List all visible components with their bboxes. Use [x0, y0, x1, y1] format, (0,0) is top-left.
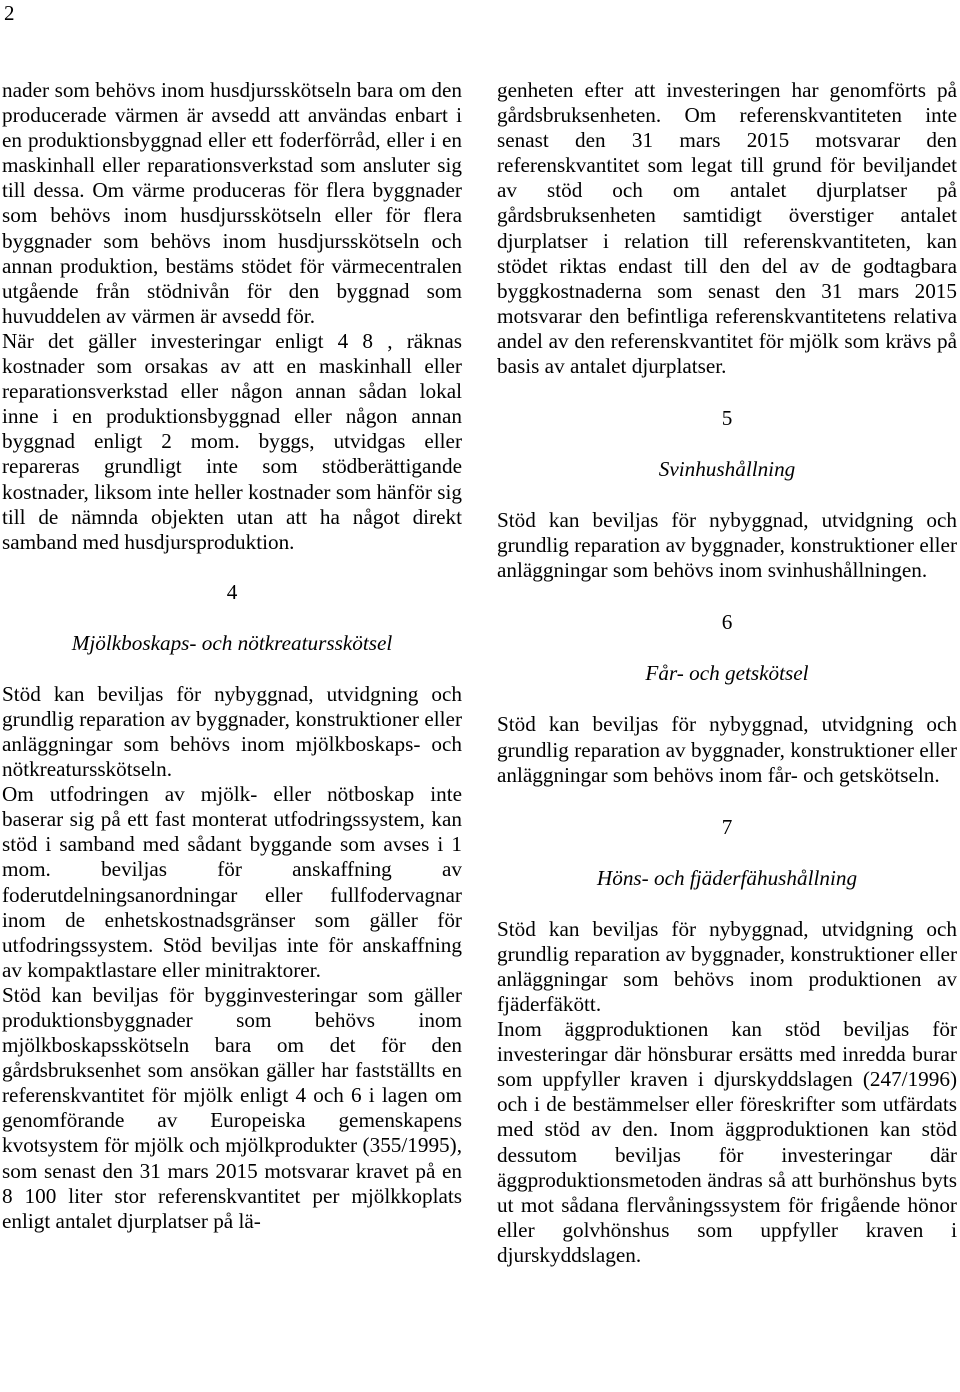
paragraph: nader som behövs inom husdjursskötseln bara om den producerade värmen är avsedd att användas enbart i en produktionsbyggnad eller ett foderförråd, eller i en maskinhall eller reparationsverkstad som ansluter sig till dessa. Om värme produceras för flera byggnader som behövs inom husdjursskötseln eller för flera byggnader som behövs inom husdjursskötseln och annan produktion, bestäms stödet för värmecentralen utgående från stödnivån för den byggnad som huvuddelen av värmen är avsedd för.	[2, 78, 462, 328]
section-number: 7	[721, 814, 733, 839]
section-5	[497, 406, 957, 583]
section-number: 5	[721, 406, 733, 431]
section-title: Höns- och fjäderfähushållning	[596, 865, 858, 890]
section-title: Svinhushållning	[658, 457, 796, 482]
paragraph: Stöd kan beviljas för nybyggnad, utvidgning och grundlig reparation av byggnader, konstruktioner eller anläggningar som behövs inom mjölkboskaps- och nötkreatursskötseln.	[2, 681, 462, 782]
paragraph: Inom äggproduktionen kan stöd beviljas för investeringar där hönsburar ersätts med inredda burar som uppfyller kraven i djurskyddslagen (247/1996) och i de bestämmelser eller föreskrifter som utfärdats med stöd av den. Inom äggproduktionen kan stöd dessutom beviljas för investeringar där äggproduktionsmetoden ändras så att burhönshus byts ut mot sådana flervåningssystem för frigående hönor eller golvhönshus som uppfyller kraven i djurskyddslagen.	[497, 1017, 957, 1267]
paragraph: Stöd kan beviljas för nybyggnad, utvidgning och grundlig reparation av byggnader, konstruktioner eller anläggningar som behövs inom får- och getskötseln.	[497, 712, 957, 787]
paragraph: Stöd kan beviljas för bygginvesteringar som gäller produktionsbyggnader som behövs inom mjölkboskapsskötseln bara om det för den gårdsbruksenhet som ansökan gäller har fastställts en referenskvantitet för mjölk enligt 4 och 6 i lagen om genomförande av Europeiska gemenskapens kvotsystem för mjölk och mjölkprodukter (355/1995), som senast den 31 mars 2015 motsvarar kravet på en 8 100 liter stor referenskvantitet per mjölkkoplats enligt antalet djurplatser på lä-	[2, 982, 462, 1233]
paragraph: När det gäller investeringar enligt 4 8 , räknas kostnader som orsakas av att en maskinhall eller reparationsverkstad eller någon annan sådan lokal inne i en produktionsbyggnad eller någon annan byggnad enligt 2 mom. byggs, utvidgas eller repareras grundligt inte som stödberättigande kostnader, liksom inte heller kostnader som hänför sig till de nämnda objekten utan att ha något direkt samband med husdjursproduktion.	[2, 328, 462, 554]
page-number: 2	[4, 1, 15, 25]
paragraph: Om utfodringen av mjölk- eller nötboskap inte baserar sig på ett fast monterat utfodringssystem, kan stöd i samband med sådant byggande som avses i 1 mom. beviljas för anskaffning av foderutdelningsanordningar eller fullfodervagnar inom de enhetskostnadsgränser som gäller för utfodringssystem. Stöd beviljas inte för anskaffning av kompaktlastare eller minitraktorer.	[2, 782, 462, 982]
paragraph: genheten efter att investeringen har genomförts på gårdsbruksenheten. Om referenskvantiteten inte senast den 31 mars 2015 motsvarar den referenskvantitet som legat till grund för beviljandet av stöd och om antalet djurplatser på gårdsbruksenheten samtidigt överstiger antalet djurplatser i relation till referenskvantiteten, kan stödet riktas endast till den del av de godtagbara byggkostnaderna som senast den 31 mars 2015 motsvarar den befintliga referenskvantitetens relativa andel av den referenskvantitet för mjölk som krävs på basis av antalet djurplatser.	[497, 78, 957, 379]
left-column	[2, 78, 462, 1234]
section-title: Får- och getskötsel	[645, 661, 809, 686]
paragraph: Stöd kan beviljas för nybyggnad, utvidgning och grundlig reparation av byggnader, konstruktioner eller anläggningar som behövs inom produktionen av fjäderfäkött.	[497, 916, 957, 1016]
section-title: Mjölkboskaps- och nötkreatursskötsel	[71, 630, 393, 655]
right-column	[497, 78, 957, 1268]
section-4	[2, 580, 462, 1234]
section-number: 4	[226, 579, 238, 604]
section-number: 6	[721, 610, 733, 635]
section-6	[497, 610, 957, 787]
section-7	[497, 815, 957, 1268]
paragraph: Stöd kan beviljas för nybyggnad, utvidgning och grundlig reparation av byggnader, konstruktioner eller anläggningar som behövs inom svinhushållningen.	[497, 508, 957, 583]
